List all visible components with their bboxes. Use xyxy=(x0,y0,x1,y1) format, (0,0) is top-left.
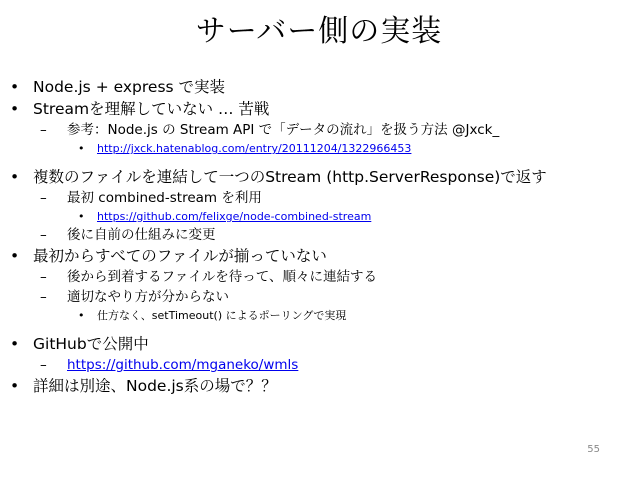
bullet-marker: • xyxy=(78,309,85,322)
bullet-marker: • xyxy=(10,377,20,395)
link-item-combined xyxy=(10,208,630,225)
bullet-marker: • xyxy=(10,100,20,118)
dash-marker: – xyxy=(40,122,47,138)
dash-marker: – xyxy=(40,227,47,243)
bullet-marker: • xyxy=(10,168,20,186)
sub-bullet-text: 適切なやり方が分からない xyxy=(67,289,229,305)
bullet-github xyxy=(10,333,630,355)
bullet-text: 複数のファイルを連結して一つのStream (http.ServerResponse)で返す xyxy=(33,168,547,186)
bullet-marker: • xyxy=(10,78,20,96)
sub-bullet-first-combined xyxy=(10,188,630,208)
sub-bullet-text: 参考：Node.js の Stream API で「データの流れ」を扱う方法 @Jxck_ xyxy=(67,122,500,138)
bullet-text: 詳細は別途、Node.js系の場で？？ xyxy=(33,377,277,395)
bullet-marker: • xyxy=(10,247,20,265)
dash-marker: – xyxy=(40,190,47,206)
bullet-text: 最初からすべてのファイルが揃っていない xyxy=(33,247,327,265)
bullet-marker: • xyxy=(10,335,20,353)
bullet-stream-understanding xyxy=(10,98,630,120)
bullet-text: Streamを理解していない … 苦戦 xyxy=(33,100,270,118)
reference-link[interactable]: http://jxck.hatenablog.com/entry/20111204/1322966453 xyxy=(97,142,412,155)
sub-bullet-text: 後に自前の仕組みに変更 xyxy=(67,227,216,243)
dash-marker: – xyxy=(40,269,47,285)
sub-bullet-github-link xyxy=(10,355,630,375)
bullet-text: GitHubで公開中 xyxy=(33,335,149,353)
bullet-node-express xyxy=(10,76,630,98)
dash-marker: – xyxy=(40,357,47,373)
sub-sub-bullet-text: 仕方なく、setTimeout() によるポーリングで実現 xyxy=(97,309,347,322)
link-item-reference xyxy=(10,140,630,157)
combined-stream-link[interactable]: https://github.com/felixge/node-combined-stream xyxy=(97,210,372,223)
bullet-not-all-files xyxy=(10,245,630,267)
dash-marker: – xyxy=(40,289,47,305)
sub-bullet-later-custom xyxy=(10,225,630,245)
sub-bullet-reference xyxy=(10,120,630,140)
bullet-text: Node.js + express で実装 xyxy=(33,78,226,96)
slide-title: サーバー側の実装 xyxy=(195,14,443,49)
github-link[interactable]: https://github.com/mganeko/wmls xyxy=(67,357,299,373)
sub-bullet-unknown-way xyxy=(10,287,630,307)
sub-sub-bullet-polling xyxy=(10,307,630,324)
sub-bullet-text: 後から到着するファイルを待って、順々に連結する xyxy=(67,269,377,285)
slide-content xyxy=(10,76,630,397)
page-number: 55 xyxy=(587,444,600,455)
bullet-marker: • xyxy=(78,142,85,155)
sub-bullet-text: 最初 combined-stream を利用 xyxy=(67,190,262,206)
bullet-multiple-files xyxy=(10,166,630,188)
sub-bullet-wait-files xyxy=(10,267,630,287)
bullet-details xyxy=(10,375,630,397)
bullet-marker: • xyxy=(78,210,85,223)
